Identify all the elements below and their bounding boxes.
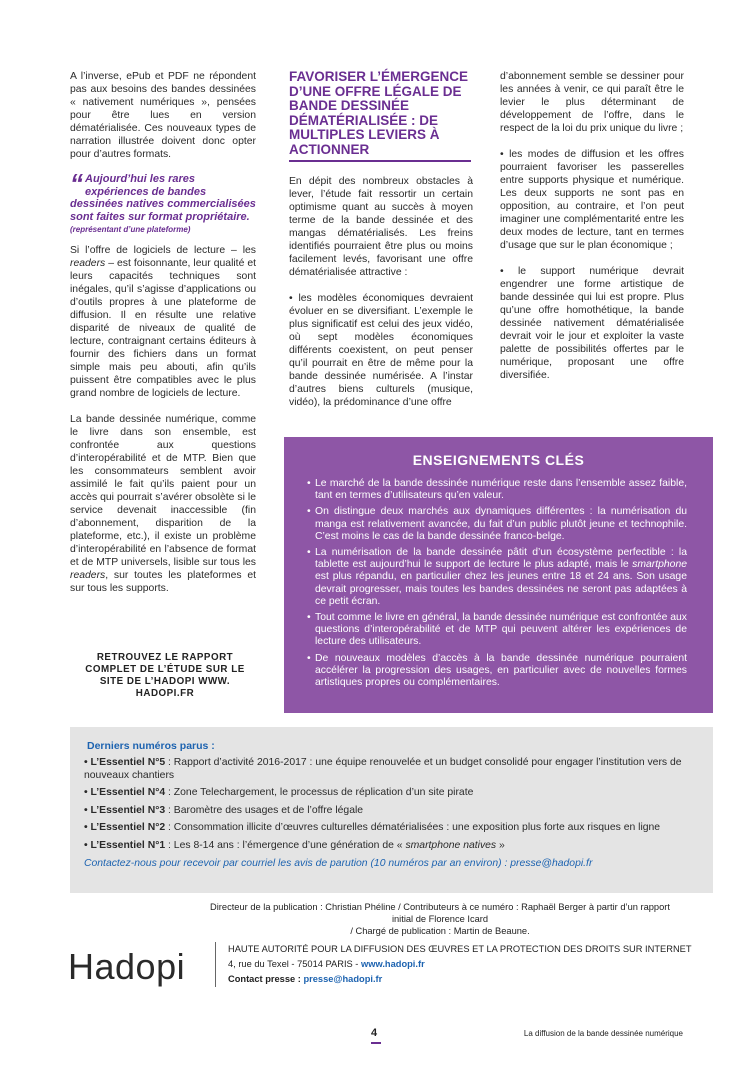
text: – est foisonnante, leur qualité et leurs capacités techniques sont inégales, qu’il s’agisse d’applications ou d’outils propres à une plateforme de diffusion. Il en résulte une relative disparité de niveaux de qualité de lecture, contraignant certains éditeurs à fournir des fichiers dans un format simple mais peu abouti, afin qu’ils puissent être compatibles avec le plus grand nombre de logiciels de lecture. [70, 258, 256, 399]
contact-email-link[interactable]: presse@hadopi.fr [303, 974, 383, 984]
list-item [307, 547, 687, 608]
credits-line: Directeur de la publication : Christian Phéline / Contributeurs à ce numéro : Raphaël Berger à partir d’un rapport initial de Florence Icard [210, 902, 670, 924]
previous-issues-title: Derniers numéros parus : [87, 740, 215, 752]
column-2 [289, 70, 473, 409]
list-item: • De nouveaux modèles d’accès à la bande dessinée numérique pourraient accélérer la progression des usages, en particulier avec de nouvelles formes artistiques propres ou complémentaires. [307, 653, 687, 690]
paragraph [70, 413, 256, 595]
text: La numérisation de la bande dessinée pâtit d’un écosystème perfectible : la tablette est aujourd’hui le support de lecture le plus adapté, mais le [315, 547, 687, 571]
column-1 [70, 70, 256, 595]
issue-label: • L’Essentiel N°5 [84, 757, 166, 768]
paragraph: En dépit des nombreux obstacles à lever, l’étude fait ressortir un certain optimisme quant au succès à moyen terme de la bande dessinée et des mangas dématérialisés. Les freins identifiés pourraient être plus ou moins facilement levés, favorisant une offre dématérialisée attractive : [289, 175, 473, 278]
pull-quote [70, 168, 256, 234]
issue-item[interactable] [84, 840, 703, 853]
address-line [228, 957, 692, 972]
website-link[interactable]: www.hadopi.fr [360, 959, 425, 969]
quote-source: (représentant d’une plateforme) [70, 225, 191, 234]
text: La bande dessinée numérique, comme le livre dans son ensemble, est confrontée aux questions d’interopérabilité et de MTP. Bien que les consommateurs semblent avoir assimilé le fait qu’ils paient pour un accès qui pourrait s’avérer obsolète si le service devenait inaccessible (fin d’abonnement, disparition de la plateforme, etc.), il existe un problème d’interopérabilité en l’absence de format et de MTP universels, lisible sur tous les [70, 414, 256, 568]
text-em: readers [70, 258, 106, 269]
contact-label: Contact presse : [228, 974, 304, 984]
issue-text: : Rapport d’activité 2016-2017 : une équipe renouvelée et un budget consolidé pour engager l’institution vers de nouveaux chantiers [84, 757, 682, 781]
issue-text: : Les 8-14 ans : l’émergence d’une génération de « [165, 839, 406, 851]
text: , sur toutes les plateformes et sur tous les supports. [70, 570, 256, 594]
heading-rule [289, 160, 471, 162]
page-number-rule [371, 1042, 381, 1044]
credits-line: / Chargé de publication : Martin de Beaune. [350, 926, 530, 936]
report-link-callout[interactable]: RETROUVEZ LE RAPPORT COMPLET DE L’ÉTUDE SUR LE SITE DE L’HADOPI WWW. HADOPI.FR [85, 652, 245, 699]
text-em: readers [70, 570, 106, 581]
key-takeaways-title: ENSEIGNEMENTS CLÉS [412, 452, 585, 468]
issue-label: • L’Essentiel N°2 [84, 822, 166, 833]
column-3 [500, 70, 684, 382]
running-title: La diffusion de la bande dessinée numérique [523, 1029, 683, 1038]
text-em: smartphone [632, 559, 687, 571]
key-takeaways-list [307, 478, 687, 689]
issue-label: • L’Essentiel N°3 [84, 804, 166, 816]
issue-item[interactable] [84, 822, 703, 835]
footer-info [228, 942, 692, 987]
section-heading: FAVORISER L’ÉMERGENCE D’UNE OFFRE LÉGALE DE BANDE DESSINÉE DÉMATÉRIALISÉE : DE MULTIPLES LEVIERS À ACTIONNER [289, 69, 469, 157]
quote-text: Aujourd’hui les rares expériences de bandes dessinées natives commercialisées sont faites sur format propriétaire. [70, 173, 256, 223]
issue-label: • L’Essentiel N°1 [84, 839, 166, 851]
issue-item[interactable] [84, 757, 703, 782]
issue-item[interactable] [84, 787, 703, 800]
contact-line [228, 972, 692, 987]
issue-label: • L’Essentiel N°4 [84, 787, 166, 798]
list-item: • On distingue deux marchés aux dynamiques différentes : la numérisation du manga est relativement avancée, du fait d’un public plutôt jeune et technophile. C’est moins le cas de la bande dessinée franco-belge. [307, 506, 687, 543]
address: 4, rue du Texel - 75014 PARIS - [228, 959, 361, 969]
issue-text: : Consommation illicite d’œuvres culturelles dématérialisées : une exposition plus forte aux risques en ligne [165, 822, 661, 833]
bullet-paragraph: • les modèles économiques devraient évoluer en se diversifiant. L’exemple le plus significatif est celui des jeux vidéo, où sept modèles économiques différents coexistent, on peut penser qu’il pourrait en être de même pour la bande dessinée numérisée. A l’instar d’autres biens culturels (musique, vidéo), la prédominance d’une offre [289, 292, 473, 408]
page-number: 4 [371, 1027, 378, 1039]
text: est plus répandu, en particulier chez les jeunes entre 18 et 24 ans. Son usage devrait progresser, mais toutes les bandes dessinées ne seront pas adaptées à ce petit écran. [315, 571, 687, 607]
issue-text-em: smartphone natives [405, 839, 497, 851]
issue-text: : Baromètre des usages et de l’offre légale [165, 804, 364, 816]
paragraph: A l’inverse, ePub et PDF ne répondent pas aux besoins des bandes dessinées « nativement numériques », pensées pour être lues en version dématérialisée. Ces nouveaux types de narration illustrée doivent donc opter pour d’autres formats. [70, 71, 256, 160]
issue-text: » [496, 839, 505, 851]
list-item: • Le marché de la bande dessinée numérique reste dans l’ensemble assez faible, tant en termes d’utilisateurs qu’en valeur. [307, 478, 687, 502]
quote-mark-icon: “ [70, 168, 79, 198]
list-item: • Tout comme le livre en général, la bande dessinée numérique est confrontée aux questions d’interopérabilité et de MTP qui peuvent altérer les expériences de lecture des utilisateurs. [307, 612, 687, 649]
bullet-paragraph: • les modes de diffusion et les offres pourraient favoriser les passerelles entre supports physique et numérique. Les deux supports ne sont pas en opposition, au contraire, et l’on peut imaginer une complémentarité entre les deux modes de lecture, tant en termes d’usage que sur le plan économique ; [500, 149, 684, 251]
previous-issues-box [70, 727, 713, 893]
key-takeaways-box [284, 437, 713, 713]
hadopi-logo: Hadopi [68, 946, 186, 987]
paragraph [70, 244, 256, 400]
text: Si l’offre de logiciels de lecture – les [70, 245, 256, 256]
divider [215, 942, 216, 987]
subscribe-contact[interactable]: Contactez-nous pour recevoir par courriel les avis de parution (10 numéros par an environ) : presse@hadopi.fr [84, 858, 593, 869]
issue-text: : Zone Telechargement, le processus de réplication d’un site pirate [165, 787, 474, 798]
issue-item[interactable] [84, 805, 703, 818]
bullet-paragraph: • le support numérique devrait engendrer une forme artistique de bande dessinée qui lui est propre. Plus qu’une offre homothétique, la bande dessinée nativement dématérialisée devrait voir le jour et exploiter la vaste palette de possibilités offertes par le numérique, proposant une offre diversifiée. [500, 266, 684, 381]
org-name: HAUTE AUTORITÉ POUR LA DIFFUSION DES ŒUVRES ET LA PROTECTION DES DROITS SUR INTERNET [228, 944, 692, 954]
publication-credits [200, 901, 680, 937]
paragraph: d’abonnement semble se dessiner pour les années à venir, ce qui paraît être le levier le plus déterminant de développement de l’offre, dans le respect de la loi du prix unique du livre ; [500, 71, 684, 134]
